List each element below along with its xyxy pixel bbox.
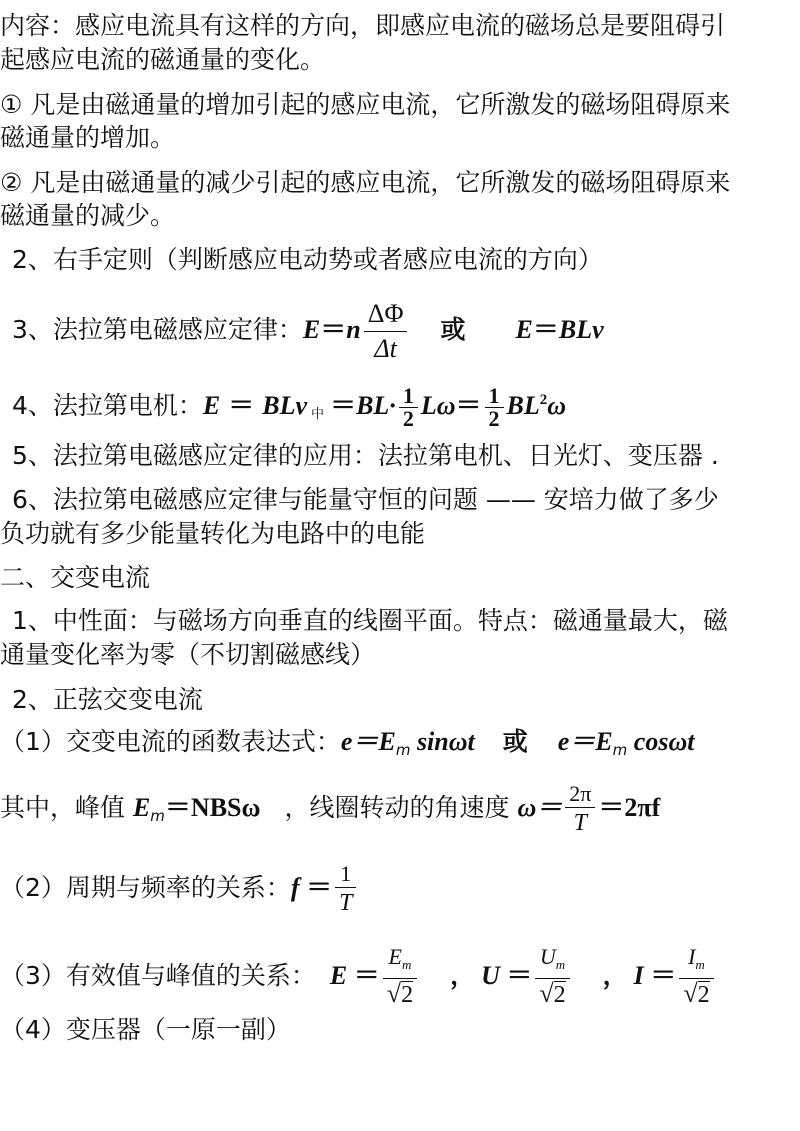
transformer-heading: （4）变压器（一原一副） xyxy=(0,1015,291,1044)
formula-equals: ＝ xyxy=(347,961,380,990)
rule-increase-line1: ① 凡是由磁通量的增加引起的感应电流，它所激发的磁场阻碍原来 xyxy=(0,90,731,119)
or-word: 或 xyxy=(502,727,528,756)
fraction-em-over-root2 xyxy=(383,944,417,1010)
peak-value: ＝NBSω xyxy=(164,793,261,822)
fraction-denominator: 2 xyxy=(485,407,504,430)
subscript-m: m xyxy=(401,957,412,972)
or-word: 或 xyxy=(440,315,466,344)
sqrt-two: 2 xyxy=(553,982,566,1008)
fraction-1-over-t xyxy=(335,861,356,918)
section-energy-conservation-line2: 负功就有多少能量转化为电路中的电能 xyxy=(0,519,426,548)
fraction-denominator: Δt xyxy=(364,331,408,366)
formula-blv: BLv xyxy=(262,391,308,420)
formula-equals: ＝ xyxy=(299,873,333,902)
formula-n: n xyxy=(346,315,361,344)
formula-equals3: ＝ xyxy=(455,391,482,420)
section-faraday-applications: 5、法拉第电磁感应定律的应用：法拉第电机、日光灯、变压器 . xyxy=(12,441,719,470)
sqrt-symbol: √ xyxy=(683,979,698,1008)
fraction-denominator: 2 xyxy=(399,407,418,430)
fraction-numerator: ΔΦ xyxy=(367,298,404,328)
fraction-numerator: 2π xyxy=(569,780,592,806)
sqrt-two: 2 xyxy=(697,982,710,1008)
rule-decrease-line2: 磁通量的减少。 xyxy=(0,201,176,230)
sqrt-symbol: √ xyxy=(539,979,554,1008)
fraction-one-half xyxy=(399,382,418,431)
formula-l-omega: Lω xyxy=(420,391,456,420)
subscript-m: m xyxy=(555,957,566,972)
comma2: ， xyxy=(602,961,628,990)
fraction-denominator: T xyxy=(335,887,356,918)
formula-i: I xyxy=(633,961,644,990)
rule-increase-line2: 磁通量的增加。 xyxy=(0,123,176,152)
faraday-law-label: 3、法拉第电磁感应定律： xyxy=(12,315,303,344)
angular-velocity-label: ，线圈转动的角速度 xyxy=(284,793,518,822)
formula-bl2: BL xyxy=(506,391,540,420)
sine-ac-heading: 2、正弦交变电流 xyxy=(12,685,203,714)
expr-cos-lhs: e＝E xyxy=(557,727,613,756)
omega-2pi-f: ＝2πf xyxy=(598,793,661,822)
section-faraday-generator xyxy=(0,370,800,445)
formula-equals2: ＝ xyxy=(499,961,533,990)
rms-peak-label: （3）有效值与峰值的关系： xyxy=(0,961,316,990)
omega-equals: ω＝ xyxy=(517,793,563,822)
formula-bl: BL· xyxy=(356,391,396,420)
fraction-numerator: 1 xyxy=(402,382,414,408)
fraction-one-half-2 xyxy=(485,382,504,431)
neutral-plane-line1: 1、中性面：与磁场方向垂直的线圈平面。特点：磁通量最大，磁 xyxy=(12,606,728,635)
generator-label: 4、法拉第电机： xyxy=(12,391,203,420)
subscript-m: m xyxy=(150,807,165,825)
expr-sin-lhs: e＝E xyxy=(340,727,396,756)
formula-equals: ＝ xyxy=(228,391,255,420)
subscript-zhong: 中 xyxy=(311,407,325,422)
subscript-m2: m xyxy=(612,741,628,759)
section-right-hand-rule: 2、右手定则（判断感应电动势或者感应电流的方向） xyxy=(12,245,603,274)
fraction-denominator: T xyxy=(565,807,595,838)
fraction-im-over-root2 xyxy=(679,944,713,1010)
expr-cos: cosωt xyxy=(627,727,695,756)
paragraph-content-line1: 内容：感应电流具有这样的方向，即感应电流的磁场总是要阻碍引 xyxy=(0,11,726,40)
sqrt-two: 2 xyxy=(401,982,414,1008)
formula-omega: ω xyxy=(547,391,567,420)
fraction-numerator: U xyxy=(539,944,556,969)
rms-peak-relation xyxy=(0,934,800,1018)
formula-e: E xyxy=(202,391,221,420)
subscript-m: m xyxy=(695,957,705,972)
fraction-numerator: I xyxy=(688,944,696,969)
section-energy-conservation-line1: 6、法拉第电磁感应定律与能量守恒的问题 —— 安培力做了多少 xyxy=(12,485,719,514)
neutral-plane-line2: 通量变化率为零（不切割磁感线） xyxy=(0,640,376,669)
formula-equals: ＝ xyxy=(320,315,347,344)
fraction-dphi-dt xyxy=(364,297,408,366)
formula-f: f xyxy=(290,873,300,902)
peak-em: E xyxy=(132,793,151,822)
formula-u: U xyxy=(481,961,500,990)
comma: ， xyxy=(450,961,476,990)
formula-equals2: ＝ xyxy=(330,391,357,420)
fraction-um-over-root2 xyxy=(535,944,569,1010)
fraction-numerator: 1 xyxy=(340,860,352,886)
superscript-two: 2 xyxy=(539,392,548,408)
rule-decrease-line1: ② 凡是由磁通量的减少引起的感应电流，它所激发的磁场阻碍原来 xyxy=(0,168,731,197)
peak-angular-velocity xyxy=(0,770,800,854)
period-frequency-label: （2）周期与频率的关系： xyxy=(0,873,291,902)
formula-e: E xyxy=(329,961,348,990)
formula-blv: BLv xyxy=(558,315,604,344)
formula-e: E xyxy=(302,315,321,344)
subscript-m: m xyxy=(395,741,411,759)
expr-sin: sinωt xyxy=(410,727,475,756)
ac-function-expression xyxy=(0,726,800,766)
period-frequency-relation xyxy=(0,850,800,926)
fraction-numerator: 1 xyxy=(488,382,500,408)
fraction-2pi-over-t xyxy=(565,781,595,838)
peak-label: 其中，峰值 xyxy=(0,793,133,822)
formula-equals3: ＝ xyxy=(643,961,677,990)
ac-function-label: （1）交变电流的函数表达式： xyxy=(0,727,341,756)
heading-alternating-current: 二、交变电流 xyxy=(0,563,151,592)
paragraph-content-line2: 起感应电流的磁通量的变化。 xyxy=(0,45,326,74)
section-faraday-law xyxy=(0,292,800,368)
sqrt-symbol: √ xyxy=(386,979,402,1008)
formula-e2: E xyxy=(515,315,533,344)
fraction-numerator: E xyxy=(388,944,402,969)
formula-equals2: ＝ xyxy=(532,315,559,344)
